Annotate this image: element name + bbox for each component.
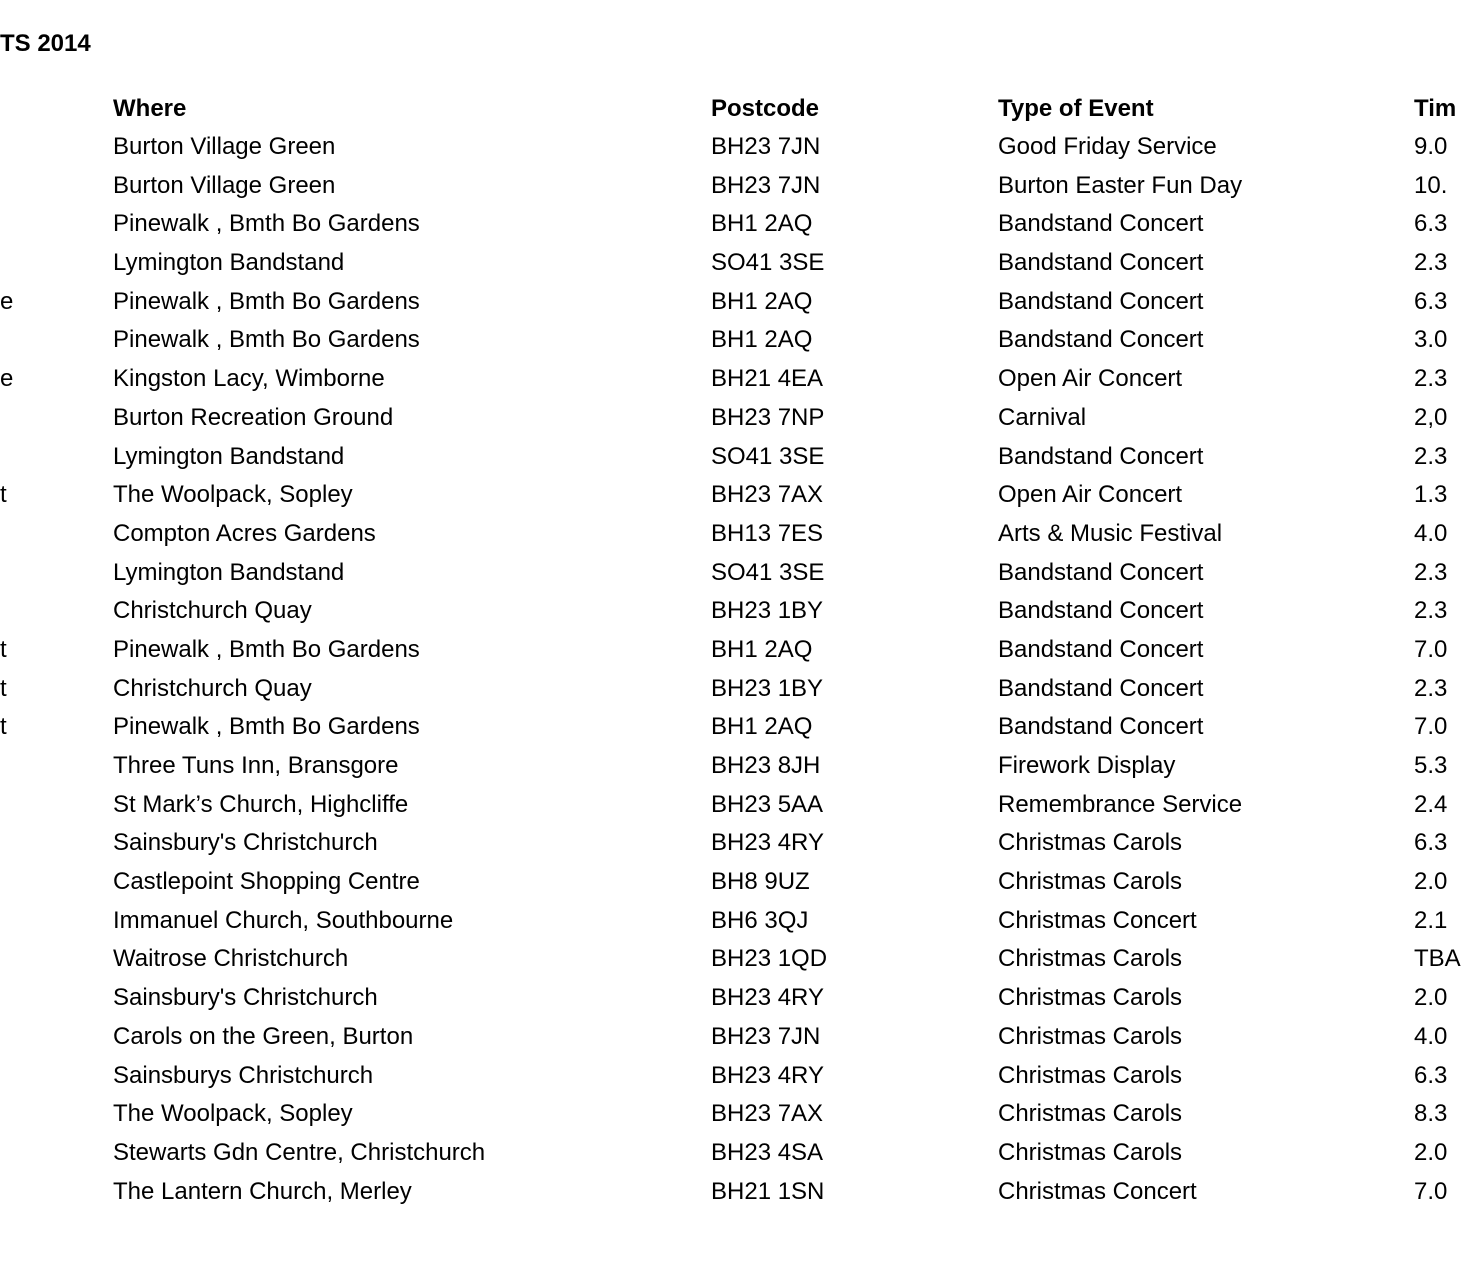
cell-time: 2.3	[1414, 558, 1448, 586]
cell-where: Burton Village Green	[113, 171, 336, 199]
table-row	[0, 1057, 1450, 1096]
table-row	[0, 1018, 1450, 1057]
cell-where: Pinewalk , Bmth Bo Gardens	[113, 635, 420, 663]
cell-postcode: SO41 3SE	[711, 442, 825, 470]
cell-time: 2.0	[1414, 868, 1448, 896]
cell-clipped: t	[0, 635, 7, 663]
cell-time: 10.	[1414, 171, 1448, 199]
cell-type-of-event: Bandstand Concert	[998, 249, 1204, 277]
cell-postcode: BH21 1SN	[711, 1177, 825, 1205]
cell-type-of-event: Bandstand Concert	[998, 713, 1204, 741]
cell-type-of-event: Bandstand Concert	[998, 597, 1204, 625]
cell-postcode: BH23 1QD	[711, 945, 828, 973]
cell-clipped: e	[0, 365, 14, 393]
cell-type-of-event: Christmas Concert	[998, 906, 1197, 934]
cell-type-of-event: Bandstand Concert	[998, 287, 1204, 315]
cell-where: Pinewalk , Bmth Bo Gardens	[113, 210, 420, 238]
cell-time: 7.0	[1414, 635, 1448, 663]
cell-type-of-event: Christmas Concert	[998, 1177, 1197, 1205]
table-row	[0, 592, 1450, 631]
cell-where: Pinewalk , Bmth Bo Gardens	[113, 713, 420, 741]
table-row	[0, 1095, 1450, 1134]
table-row	[0, 863, 1450, 902]
table-row	[0, 205, 1450, 244]
cell-time: 3.0	[1414, 326, 1448, 354]
table-body	[0, 128, 1461, 1211]
cell-postcode: BH23 4RY	[711, 1061, 824, 1089]
cell-time: TBA	[1414, 945, 1461, 973]
cell-time: 9.0	[1414, 133, 1448, 160]
cell-time: 1.3	[1414, 481, 1448, 509]
table-row	[0, 979, 1450, 1018]
cell-postcode: BH1 2AQ	[711, 210, 813, 238]
column-header-type: Type of Event	[998, 95, 1154, 122]
cell-type-of-event: Remembrance Service	[998, 790, 1243, 818]
table-row	[0, 940, 1461, 979]
cell-time: 2.0	[1414, 984, 1448, 1012]
cell-time: 6.3	[1414, 1061, 1448, 1089]
cell-type-of-event: Christmas Carols	[998, 868, 1183, 896]
cell-where: Kingston Lacy, Wimborne	[113, 365, 385, 393]
cell-time: 6.3	[1414, 210, 1448, 238]
cell-clipped: t	[0, 713, 7, 741]
cell-time: 2.4	[1414, 790, 1448, 818]
cell-type-of-event: Bandstand Concert	[998, 635, 1204, 663]
cell-time: 4.0	[1414, 519, 1448, 547]
cell-time: 6.3	[1414, 287, 1448, 315]
cell-where: The Woolpack, Sopley	[113, 481, 353, 509]
table-row	[0, 128, 1450, 167]
table-row	[0, 399, 1450, 438]
cell-type-of-event: Good Friday Service	[998, 133, 1217, 160]
cell-time: 5.3	[1414, 752, 1448, 779]
table-row	[0, 360, 1450, 399]
cell-postcode: BH23 4RY	[711, 829, 824, 857]
cell-postcode: BH23 7NP	[711, 403, 825, 431]
cell-postcode: BH23 7JN	[711, 171, 821, 199]
cell-type-of-event: Open Air Concert	[998, 481, 1183, 509]
table-row	[0, 283, 1450, 322]
cell-postcode: BH23 1BY	[711, 597, 824, 625]
cell-postcode: BH23 7JN	[711, 1022, 821, 1050]
cell-postcode: BH21 4EA	[711, 365, 824, 393]
cell-where: Sainsbury's Christchurch	[113, 829, 378, 857]
cell-postcode: SO41 3SE	[711, 558, 825, 586]
cell-where: Lymington Bandstand	[113, 558, 345, 586]
cell-time: 2.3	[1414, 365, 1448, 393]
table-row	[0, 438, 1450, 477]
table-row	[0, 670, 1450, 709]
cell-where: Lymington Bandstand	[113, 249, 345, 277]
cell-type-of-event: Christmas Carols	[998, 1061, 1183, 1089]
cell-type-of-event: Carnival	[998, 403, 1087, 431]
table-row	[0, 631, 1450, 670]
page-title: TS 2014	[0, 30, 91, 57]
cell-type-of-event: Firework Display	[998, 752, 1176, 779]
table-row	[0, 321, 1450, 360]
cell-type-of-event: Bandstand Concert	[998, 210, 1204, 238]
cell-postcode: BH1 2AQ	[711, 287, 813, 315]
table-row	[0, 167, 1450, 206]
events-table	[0, 90, 1461, 1211]
cell-postcode: BH6 3QJ	[711, 906, 809, 934]
cell-postcode: BH23 7JN	[711, 133, 821, 160]
table-row	[0, 244, 1450, 283]
cell-type-of-event: Burton Easter Fun Day	[998, 171, 1243, 199]
cell-postcode: BH23 4RY	[711, 984, 824, 1012]
cell-type-of-event: Christmas Carols	[998, 829, 1183, 857]
table-header-row	[0, 90, 1457, 128]
cell-where: Christchurch Quay	[113, 674, 312, 702]
column-header-time: Tim	[1414, 95, 1457, 122]
cell-postcode: BH1 2AQ	[711, 713, 813, 741]
cell-clipped: t	[0, 481, 7, 509]
cell-postcode: BH23 5AA	[711, 790, 824, 818]
cell-postcode: BH1 2AQ	[711, 326, 813, 354]
cell-where: Sainsbury's Christchurch	[113, 984, 378, 1012]
cell-type-of-event: Arts & Music Festival	[998, 519, 1223, 547]
cell-time: 2.3	[1414, 597, 1448, 625]
table-row	[0, 786, 1450, 825]
cell-where: St Mark’s Church, Highcliffe	[113, 790, 409, 818]
cell-postcode: BH13 7ES	[711, 519, 824, 547]
cell-postcode: BH23 7AX	[711, 1100, 824, 1128]
table-row	[0, 747, 1450, 786]
cell-time: 6.3	[1414, 829, 1448, 857]
cell-type-of-event: Open Air Concert	[998, 365, 1183, 393]
table-row	[0, 824, 1450, 863]
cell-time: 7.0	[1414, 1177, 1448, 1205]
cell-where: Lymington Bandstand	[113, 442, 345, 470]
cell-type-of-event: Christmas Carols	[998, 1138, 1183, 1166]
cell-postcode: SO41 3SE	[711, 249, 825, 277]
cell-where: Pinewalk , Bmth Bo Gardens	[113, 326, 420, 354]
cell-type-of-event: Christmas Carols	[998, 1022, 1183, 1050]
table-row	[0, 554, 1450, 593]
cell-where: Sainsburys Christchurch	[113, 1061, 374, 1089]
cell-time: 2,0	[1414, 403, 1448, 431]
cell-type-of-event: Bandstand Concert	[998, 674, 1204, 702]
cell-where: Castlepoint Shopping Centre	[113, 868, 420, 896]
cell-type-of-event: Bandstand Concert	[998, 558, 1204, 586]
cell-where: Stewarts Gdn Centre, Christchurch	[113, 1138, 486, 1166]
cell-time: 2.3	[1414, 442, 1448, 470]
cell-time: 7.0	[1414, 713, 1448, 741]
column-header-where: Where	[113, 95, 187, 122]
cell-postcode: BH23 1BY	[711, 674, 824, 702]
cell-where: Christchurch Quay	[113, 597, 312, 625]
cell-postcode: BH23 8JH	[711, 752, 821, 779]
cell-postcode: BH8 9UZ	[711, 868, 810, 896]
cell-type-of-event: Bandstand Concert	[998, 326, 1204, 354]
cell-time: 8.3	[1414, 1100, 1448, 1128]
cell-type-of-event: Christmas Carols	[998, 984, 1183, 1012]
cell-where: Burton Village Green	[113, 133, 336, 160]
cell-where: Carols on the Green, Burton	[113, 1022, 414, 1050]
cell-clipped: t	[0, 674, 7, 702]
table-row	[0, 1134, 1450, 1173]
cell-where: The Woolpack, Sopley	[113, 1100, 353, 1128]
cell-time: 2.1	[1414, 906, 1448, 934]
column-header-postcode: Postcode	[711, 95, 820, 122]
cell-time: 2.3	[1414, 674, 1448, 702]
cell-where: Three Tuns Inn, Bransgore	[113, 752, 399, 779]
cell-postcode: BH23 4SA	[711, 1138, 824, 1166]
cell-postcode: BH23 7AX	[711, 481, 824, 509]
table-row	[0, 515, 1450, 554]
cell-where: Burton Recreation Ground	[113, 403, 394, 431]
cell-clipped: e	[0, 287, 14, 315]
table-row	[0, 1173, 1450, 1212]
cell-postcode: BH1 2AQ	[711, 635, 813, 663]
cell-time: 4.0	[1414, 1022, 1448, 1050]
cell-where: Waitrose Christchurch	[113, 945, 349, 973]
cell-time: 2.3	[1414, 249, 1448, 277]
cell-type-of-event: Bandstand Concert	[998, 442, 1204, 470]
cell-where: Pinewalk , Bmth Bo Gardens	[113, 287, 420, 315]
table-row	[0, 902, 1450, 941]
cell-where: Compton Acres Gardens	[113, 519, 376, 547]
cell-time: 2.0	[1414, 1138, 1448, 1166]
cell-type-of-event: Christmas Carols	[998, 1100, 1183, 1128]
cell-where: The Lantern Church, Merley	[113, 1177, 412, 1205]
cell-type-of-event: Christmas Carols	[998, 945, 1183, 973]
cell-where: Immanuel Church, Southbourne	[113, 906, 454, 934]
table-row	[0, 476, 1450, 515]
table-row	[0, 708, 1450, 747]
